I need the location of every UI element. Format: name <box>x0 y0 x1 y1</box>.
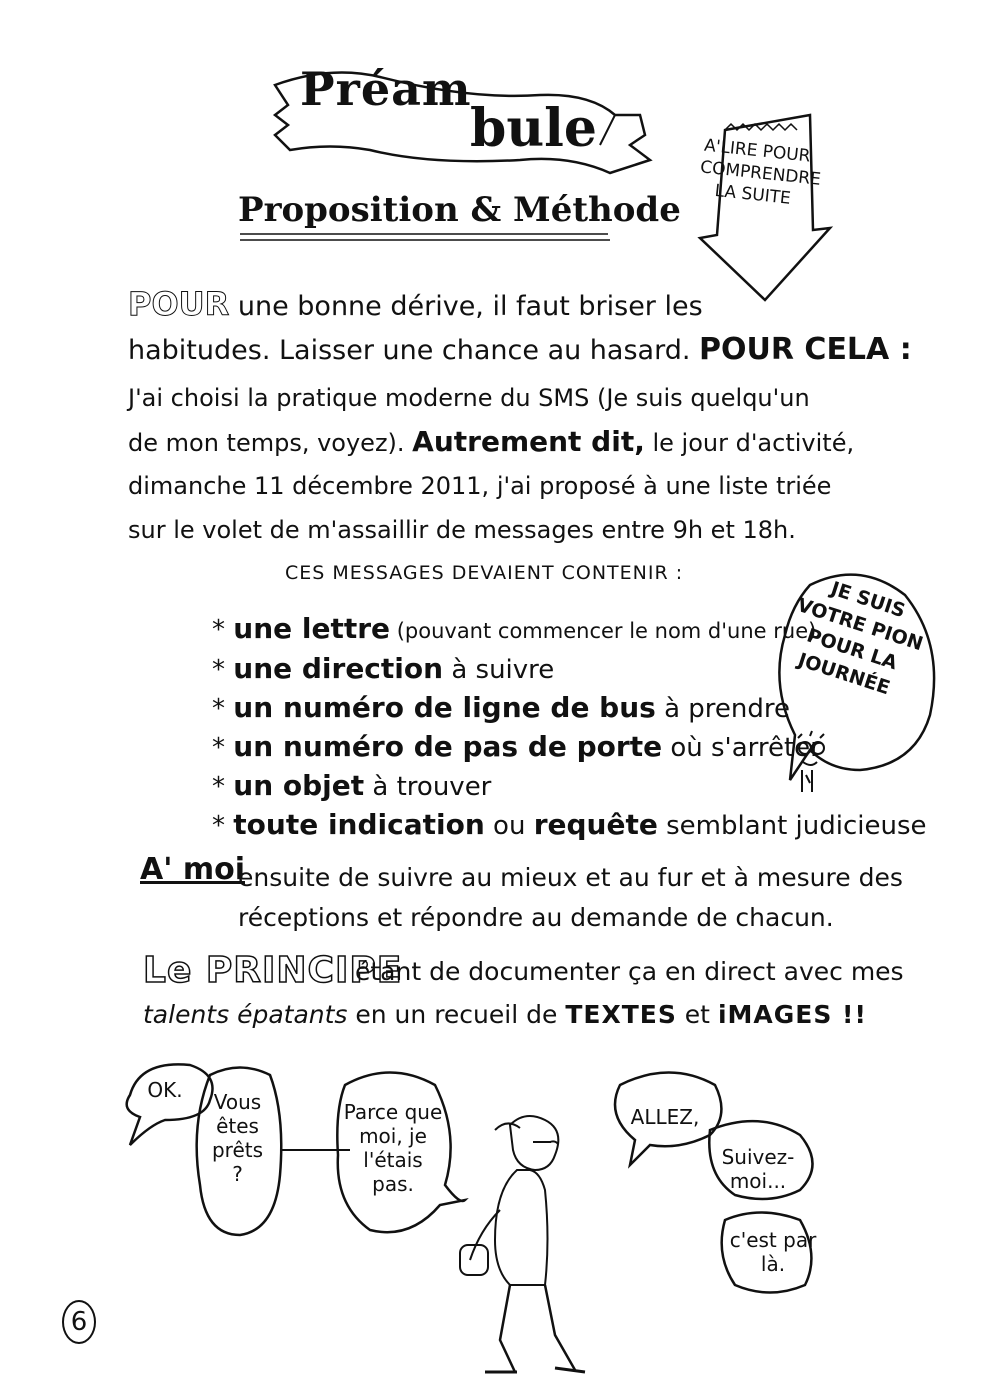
principe-line-2 <box>143 1000 867 1029</box>
bullet-icon: * <box>212 811 225 841</box>
recueil-text: en un recueil de <box>347 1000 566 1029</box>
title-part2: bule <box>470 98 598 159</box>
amoi-text <box>238 858 903 938</box>
textes-word: TEXTES <box>565 1000 677 1029</box>
bullet-icon: * <box>212 733 225 763</box>
pour-cela: POUR CELA : <box>699 332 912 367</box>
item-rest: à suivre <box>443 655 555 685</box>
intro-line-1-text: une bonne dérive, il faut briser les <box>229 291 703 322</box>
bullet-icon: * <box>212 655 225 685</box>
talents-text: talents épatants <box>143 1000 348 1029</box>
item-rest: (pouvant commencer le nom d'une rue) <box>390 619 817 643</box>
images-word: iMAGES !! <box>717 1000 867 1029</box>
pour-word: POUR <box>128 285 230 323</box>
subtitle: Proposition & Méthode <box>238 190 681 230</box>
item-strong: un objet <box>233 769 365 802</box>
bullet-icon: * <box>212 615 225 645</box>
page-number: 6 <box>62 1300 96 1344</box>
principe-label: Le PRINCIPE <box>143 950 403 991</box>
walking-character-illustration <box>455 1110 595 1380</box>
autrement-dit: Autrement dit, <box>412 425 645 458</box>
item-strong-2: requête <box>533 808 658 841</box>
bubble-allez: ALLEZ, <box>630 1105 700 1129</box>
small-character-icon <box>788 730 833 795</box>
intro-line-2-text: habitudes. Laisser une chance au hasard. <box>128 335 691 366</box>
item-mid: ou <box>484 811 534 841</box>
pion-bubble-text: JE SUIS VOTRE PION POUR LA JOURNÉE <box>794 577 926 700</box>
intro-line-4-start: de mon temps, voyez). <box>128 429 413 457</box>
item-rest: à prendre <box>655 694 791 724</box>
principe-line-1: étant de documenter ça en direct avec mes <box>355 957 904 986</box>
item-strong: un numéro de pas de porte <box>233 730 663 763</box>
bullet-icon: * <box>212 772 225 802</box>
et-word: et <box>676 1000 718 1029</box>
bubble-ready: Vous êtes prêts ? <box>211 1090 264 1186</box>
messages-intro: CES MESSAGES DEVAIENT CONTENIR : <box>285 562 684 584</box>
item-strong: un numéro de ligne de bus <box>233 691 656 724</box>
item-rest: où s'arrêter <box>662 733 821 763</box>
item-strong: toute indication <box>233 808 485 841</box>
intro-line-4-end: le jour d'activité, <box>644 429 855 457</box>
amoi-line-1: ensuite de suivre au mieux et au fur et à mesure des <box>238 863 903 892</box>
bubble-cest: c'est par là. <box>729 1228 817 1276</box>
intro-line-4 <box>128 425 854 458</box>
bubble-because: Parce que moi, je l'étais pas. <box>343 1100 443 1196</box>
intro-line-1 <box>128 285 703 323</box>
intro-line-5: dimanche 11 décembre 2011, j'ai proposé à une liste triée <box>128 472 832 500</box>
subtitle-underline <box>238 228 613 244</box>
item-strong: une lettre <box>233 612 391 645</box>
intro-line-3: J'ai choisi la pratique moderne du SMS (Je suis quelqu'un <box>128 384 810 412</box>
intro-line-2 <box>128 332 912 367</box>
arrow-note: A'LIRE POUR COMPRENDRE LA SUITE <box>699 135 822 209</box>
amoi-label: A' moi <box>140 852 245 887</box>
bullet-icon: * <box>212 694 225 724</box>
title-part1: Préam <box>300 62 472 116</box>
bubble-suivez: Suivez-moi... <box>721 1145 795 1193</box>
item-strong: une direction <box>233 652 444 685</box>
item-rest: à trouver <box>364 772 492 802</box>
intro-line-6: sur le volet de m'assaillir de messages entre 9h et 18h. <box>128 516 796 544</box>
bubble-ok: OK. <box>147 1078 183 1102</box>
list-item <box>212 806 927 845</box>
amoi-line-2: réceptions et répondre au demande de chacun. <box>238 903 834 932</box>
item-rest: semblant judicieuse <box>657 811 927 841</box>
